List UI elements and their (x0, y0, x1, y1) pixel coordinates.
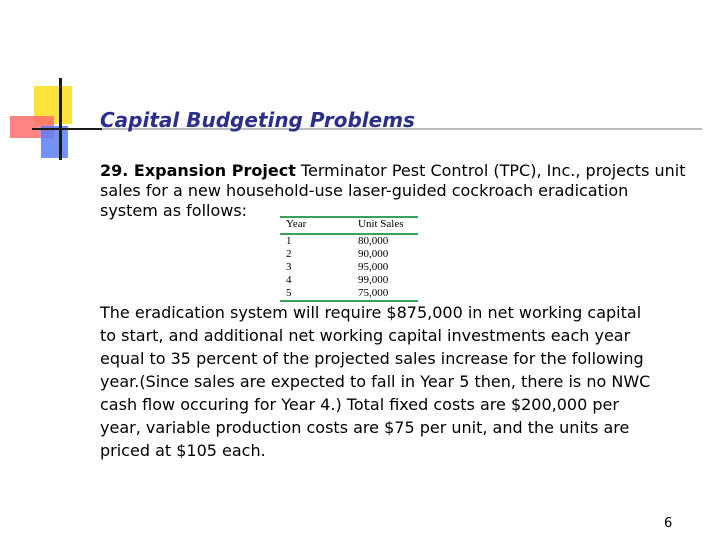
slide-title: Capital Budgeting Problems (100, 108, 415, 132)
table-cell-year: 2 (286, 248, 292, 260)
problem-label: 29. Expansion Project (100, 161, 296, 180)
table-cell-sales: 80,000 (358, 235, 389, 247)
table-cell-sales: 99,000 (358, 274, 389, 286)
page-number: 6 (664, 516, 673, 531)
table-cell-year: 3 (286, 261, 292, 273)
table-cell-year: 4 (286, 274, 292, 286)
table-row (280, 235, 418, 248)
unit-sales-table (280, 216, 418, 302)
table-row (280, 287, 418, 300)
body-paragraph: The eradication system will require $875,000 in net working capital to start, and additional net working capital investments each year equal to 35 percent of the projected sales increase for the following year.(Since sales are expected to fall in Year 5 then, there is no NWC cash flow occuring for Year 4.) Total fixed costs are $200,000 per year, variable production costs are $75 per unit, and the units are priced at $105 each. (100, 303, 651, 460)
table-row (280, 274, 418, 287)
table-cell-sales: 95,000 (358, 261, 389, 273)
table-header-year: Year (286, 218, 307, 230)
table-cell-sales: 90,000 (358, 248, 389, 260)
table-row (280, 248, 418, 261)
table-row (280, 261, 418, 274)
problem-statement (100, 161, 690, 221)
deco-blue-square (41, 126, 68, 158)
table-cell-year: 5 (286, 287, 292, 299)
table-cell-year: 1 (286, 235, 292, 247)
table-header-row (280, 218, 418, 233)
title-underline-accent (32, 128, 102, 130)
problem-text: Terminator Pest Control (TPC), Inc., projects unit sales for a new household-use laser-guided cockroach eradication system as follows: (100, 161, 686, 220)
deco-vertical-line (59, 78, 62, 160)
table-cell-sales: 75,000 (358, 287, 389, 299)
table-header-unit-sales: Unit Sales (358, 218, 404, 230)
